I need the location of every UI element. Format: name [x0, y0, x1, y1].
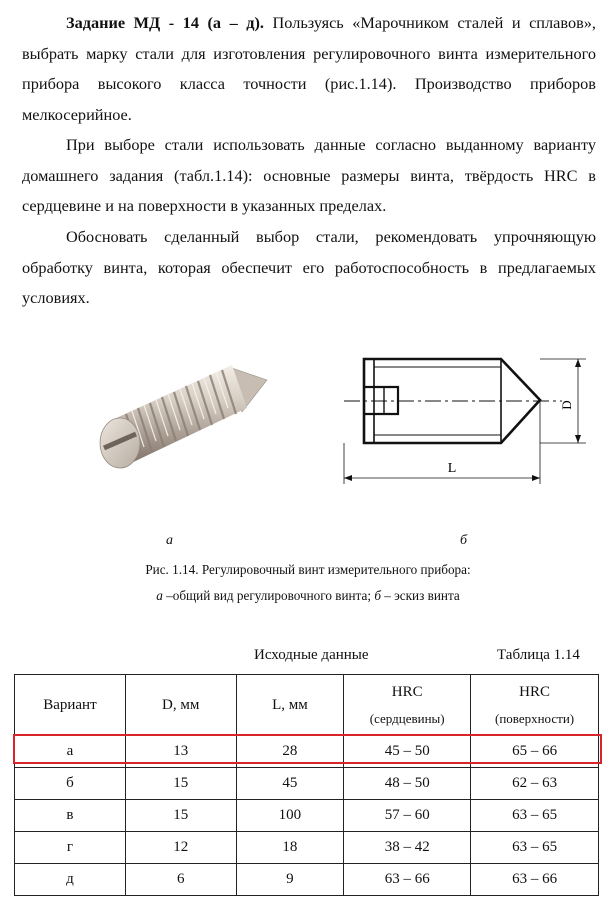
header-hrc-core-label: HRC [391, 683, 423, 700]
cell-hrc-surface: 65 – 66 [471, 736, 599, 768]
screw-photo [82, 350, 274, 478]
cell-variant: а [15, 736, 126, 768]
table-row [15, 832, 599, 864]
task-para3-text: Обосновать сделанный выбор стали, рекомендовать упрочняющую обработку винта, которая обеспечит его работоспособность в предлагаемых условиях. [22, 227, 596, 307]
header-hrc-surface [471, 675, 599, 736]
screw-sketch [340, 350, 590, 490]
caption-a-marker: а [156, 588, 163, 603]
cell-hrc-core: 63 – 66 [344, 864, 471, 896]
figure-caption-line-2 [0, 588, 616, 604]
cell-d: 15 [125, 768, 236, 800]
cell-d: 12 [125, 832, 236, 864]
task-intro: Пользуясь «Марочником сталей и сплавов», выбрать марку стали для изготовления регулировочного винта измерительного прибора высокого класса точности (рис.1.14). Производство приборов мелкосерийное. [22, 13, 596, 124]
table-number: Таблица 1.14 [497, 647, 580, 663]
header-hrc-core [344, 675, 471, 736]
cell-l: 9 [236, 864, 344, 896]
header-d: D, мм [125, 675, 236, 736]
header-hrc-core-sub: (сердцевины) [369, 710, 445, 726]
cell-variant: д [15, 864, 126, 896]
task-paragraph-2 [22, 130, 596, 222]
cell-variant: б [15, 768, 126, 800]
cell-l: 100 [236, 800, 344, 832]
data-table [14, 674, 599, 896]
cell-hrc-surface: 63 – 66 [471, 864, 599, 896]
cell-hrc-surface: 63 – 65 [471, 800, 599, 832]
table-row [15, 736, 599, 768]
header-hrc-surface-label: HRC [519, 683, 550, 700]
table-header-row [15, 675, 599, 736]
cell-hrc-core: 38 – 42 [344, 832, 471, 864]
header-hrc-surface-sub: (поверхности) [494, 710, 575, 726]
caption-b-marker: б [374, 588, 381, 603]
table-row [15, 800, 599, 832]
task-paragraph-3 [22, 222, 596, 314]
cell-l: 45 [236, 768, 344, 800]
cell-d: 13 [125, 736, 236, 768]
cell-variant: в [15, 800, 126, 832]
table-heading: Исходные данные [254, 647, 369, 663]
figure-caption-line-1: Рис. 1.14. Регулировочный винт измерительного прибора: [145, 562, 471, 577]
cell-hrc-core: 48 – 50 [344, 768, 471, 800]
header-l: L, мм [236, 675, 344, 736]
cell-hrc-surface: 62 – 63 [471, 768, 599, 800]
cell-d: 15 [125, 800, 236, 832]
cell-hrc-surface: 63 – 65 [471, 832, 599, 864]
caption-a-text: –общий вид регулировочного винта; [162, 588, 375, 603]
subfigure-label-a: а [166, 533, 173, 548]
task-para2-text: При выборе стали использовать данные согласно выданному варианту домашнего задания (табл.1.14): основные размеры винта, твёрдость HRC в сердцевине и на поверхности в указанных пределах. [22, 135, 596, 215]
cell-l: 28 [236, 736, 344, 768]
subfigure-label-b: б [460, 533, 468, 548]
caption-b-text: – эскиз винта [380, 588, 460, 603]
task-title: Задание МД - 14 (а – д). [66, 13, 264, 32]
cell-l: 18 [236, 832, 344, 864]
dimension-d-label: D [559, 400, 574, 410]
cell-hrc-core: 45 – 50 [344, 736, 471, 768]
cell-d: 6 [125, 864, 236, 896]
dimension-l-label: L [447, 461, 457, 476]
table-row [15, 864, 599, 896]
header-variant: Вариант [15, 675, 126, 736]
table-row [15, 768, 599, 800]
cell-hrc-core: 57 – 60 [344, 800, 471, 832]
cell-variant: г [15, 832, 126, 864]
task-paragraph-1 [22, 8, 596, 130]
